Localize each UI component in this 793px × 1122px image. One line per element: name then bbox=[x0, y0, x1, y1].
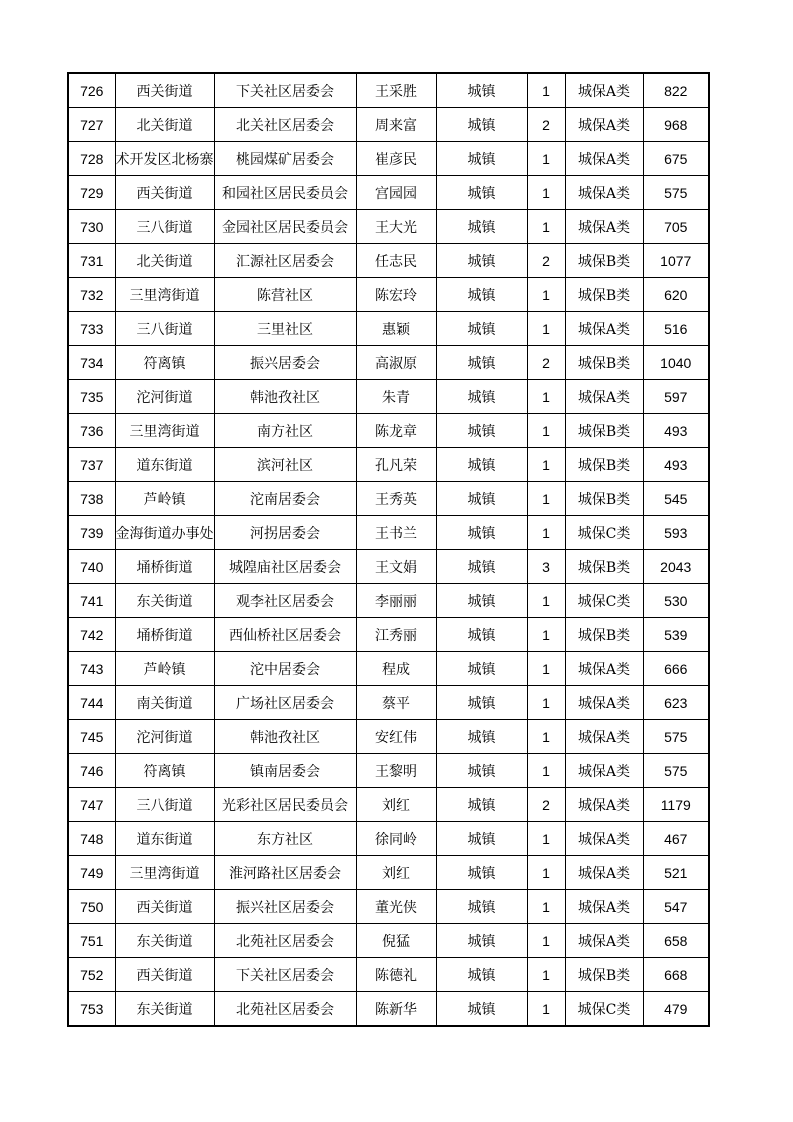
street-cell: 东关街道 bbox=[115, 584, 214, 618]
serial-number-cell: 738 bbox=[68, 482, 115, 516]
persons-cell: 1 bbox=[527, 142, 565, 176]
persons-cell: 1 bbox=[527, 380, 565, 414]
community-cell: 光彩社区居民委员会 bbox=[214, 788, 356, 822]
table-row bbox=[68, 924, 709, 958]
community-cell: 桃园煤矿居委会 bbox=[214, 142, 356, 176]
street-cell: 东关街道 bbox=[115, 992, 214, 1027]
serial-number-cell: 739 bbox=[68, 516, 115, 550]
table-row bbox=[68, 652, 709, 686]
category-cell: 城保A类 bbox=[565, 924, 643, 958]
persons-cell: 1 bbox=[527, 822, 565, 856]
household-type-cell: 城镇 bbox=[436, 346, 527, 380]
table-row bbox=[68, 312, 709, 346]
amount-cell: 675 bbox=[643, 142, 709, 176]
category-cell: 城保A类 bbox=[565, 380, 643, 414]
name-cell: 王书兰 bbox=[356, 516, 436, 550]
household-type-cell: 城镇 bbox=[436, 958, 527, 992]
name-cell: 王黎明 bbox=[356, 754, 436, 788]
category-cell: 城保A类 bbox=[565, 686, 643, 720]
relief-table bbox=[67, 72, 710, 1027]
persons-cell: 1 bbox=[527, 278, 565, 312]
serial-number-cell: 727 bbox=[68, 108, 115, 142]
community-cell: 沱南居委会 bbox=[214, 482, 356, 516]
table-row bbox=[68, 448, 709, 482]
amount-cell: 822 bbox=[643, 73, 709, 108]
community-cell: 韩池孜社区 bbox=[214, 720, 356, 754]
category-cell: 城保A类 bbox=[565, 73, 643, 108]
category-cell: 城保B类 bbox=[565, 244, 643, 278]
community-cell: 西仙桥社区居委会 bbox=[214, 618, 356, 652]
table-row bbox=[68, 890, 709, 924]
community-cell: 河拐居委会 bbox=[214, 516, 356, 550]
household-type-cell: 城镇 bbox=[436, 278, 527, 312]
serial-number-cell: 747 bbox=[68, 788, 115, 822]
name-cell: 惠颖 bbox=[356, 312, 436, 346]
serial-number-cell: 746 bbox=[68, 754, 115, 788]
name-cell: 王文娟 bbox=[356, 550, 436, 584]
community-cell: 汇源社区居委会 bbox=[214, 244, 356, 278]
name-cell: 宫园园 bbox=[356, 176, 436, 210]
community-cell: 和园社区居民委员会 bbox=[214, 176, 356, 210]
name-cell: 董光侠 bbox=[356, 890, 436, 924]
household-type-cell: 城镇 bbox=[436, 856, 527, 890]
street-cell: 西关街道 bbox=[115, 73, 214, 108]
table-row bbox=[68, 176, 709, 210]
category-cell: 城保A类 bbox=[565, 108, 643, 142]
name-cell: 安红伟 bbox=[356, 720, 436, 754]
name-cell: 崔彦民 bbox=[356, 142, 436, 176]
serial-number-cell: 728 bbox=[68, 142, 115, 176]
table-row bbox=[68, 550, 709, 584]
household-type-cell: 城镇 bbox=[436, 108, 527, 142]
category-cell: 城保C类 bbox=[565, 992, 643, 1027]
amount-cell: 575 bbox=[643, 176, 709, 210]
street-cell: 北关街道 bbox=[115, 108, 214, 142]
community-cell: 三里社区 bbox=[214, 312, 356, 346]
category-cell: 城保A类 bbox=[565, 720, 643, 754]
table-row bbox=[68, 346, 709, 380]
name-cell: 陈德礼 bbox=[356, 958, 436, 992]
category-cell: 城保A类 bbox=[565, 312, 643, 346]
household-type-cell: 城镇 bbox=[436, 652, 527, 686]
serial-number-cell: 751 bbox=[68, 924, 115, 958]
persons-cell: 1 bbox=[527, 584, 565, 618]
household-type-cell: 城镇 bbox=[436, 73, 527, 108]
amount-cell: 2043 bbox=[643, 550, 709, 584]
table-row bbox=[68, 788, 709, 822]
table-row bbox=[68, 210, 709, 244]
category-cell: 城保A类 bbox=[565, 142, 643, 176]
table-row bbox=[68, 108, 709, 142]
household-type-cell: 城镇 bbox=[436, 176, 527, 210]
household-type-cell: 城镇 bbox=[436, 822, 527, 856]
table-row bbox=[68, 856, 709, 890]
name-cell: 王采胜 bbox=[356, 73, 436, 108]
amount-cell: 539 bbox=[643, 618, 709, 652]
household-type-cell: 城镇 bbox=[436, 788, 527, 822]
name-cell: 刘红 bbox=[356, 856, 436, 890]
table-row bbox=[68, 244, 709, 278]
persons-cell: 1 bbox=[527, 312, 565, 346]
household-type-cell: 城镇 bbox=[436, 686, 527, 720]
household-type-cell: 城镇 bbox=[436, 414, 527, 448]
street-cell: 西关街道 bbox=[115, 176, 214, 210]
category-cell: 城保B类 bbox=[565, 448, 643, 482]
table-row bbox=[68, 958, 709, 992]
name-cell: 陈宏玲 bbox=[356, 278, 436, 312]
household-type-cell: 城镇 bbox=[436, 244, 527, 278]
serial-number-cell: 742 bbox=[68, 618, 115, 652]
serial-number-cell: 733 bbox=[68, 312, 115, 346]
persons-cell: 1 bbox=[527, 890, 565, 924]
serial-number-cell: 745 bbox=[68, 720, 115, 754]
name-cell: 程成 bbox=[356, 652, 436, 686]
persons-cell: 1 bbox=[527, 924, 565, 958]
street-cell: 三八街道 bbox=[115, 312, 214, 346]
name-cell: 刘红 bbox=[356, 788, 436, 822]
amount-cell: 575 bbox=[643, 754, 709, 788]
street-cell: 南关街道 bbox=[115, 686, 214, 720]
street-cell: 三里湾街道 bbox=[115, 278, 214, 312]
amount-cell: 658 bbox=[643, 924, 709, 958]
category-cell: 城保A类 bbox=[565, 788, 643, 822]
serial-number-cell: 743 bbox=[68, 652, 115, 686]
persons-cell: 1 bbox=[527, 73, 565, 108]
category-cell: 城保C类 bbox=[565, 584, 643, 618]
serial-number-cell: 741 bbox=[68, 584, 115, 618]
persons-cell: 2 bbox=[527, 108, 565, 142]
amount-cell: 493 bbox=[643, 448, 709, 482]
table-row bbox=[68, 584, 709, 618]
street-cell: 道东街道 bbox=[115, 448, 214, 482]
community-cell: 振兴社区居委会 bbox=[214, 890, 356, 924]
street-cell: 符离镇 bbox=[115, 346, 214, 380]
serial-number-cell: 753 bbox=[68, 992, 115, 1027]
persons-cell: 1 bbox=[527, 414, 565, 448]
name-cell: 徐同岭 bbox=[356, 822, 436, 856]
street-cell: 埇桥街道 bbox=[115, 618, 214, 652]
community-cell: 滨河社区 bbox=[214, 448, 356, 482]
category-cell: 城保A类 bbox=[565, 754, 643, 788]
persons-cell: 2 bbox=[527, 788, 565, 822]
table-row bbox=[68, 686, 709, 720]
household-type-cell: 城镇 bbox=[436, 550, 527, 584]
persons-cell: 1 bbox=[527, 720, 565, 754]
persons-cell: 1 bbox=[527, 448, 565, 482]
category-cell: 城保B类 bbox=[565, 618, 643, 652]
persons-cell: 1 bbox=[527, 652, 565, 686]
name-cell: 高淑原 bbox=[356, 346, 436, 380]
persons-cell: 2 bbox=[527, 346, 565, 380]
serial-number-cell: 735 bbox=[68, 380, 115, 414]
category-cell: 城保A类 bbox=[565, 822, 643, 856]
street-cell: 芦岭镇 bbox=[115, 482, 214, 516]
table-row bbox=[68, 482, 709, 516]
amount-cell: 516 bbox=[643, 312, 709, 346]
table-row bbox=[68, 142, 709, 176]
street-cell: 沱河街道 bbox=[115, 720, 214, 754]
household-type-cell: 城镇 bbox=[436, 210, 527, 244]
street-cell: 道东街道 bbox=[115, 822, 214, 856]
persons-cell: 1 bbox=[527, 958, 565, 992]
persons-cell: 1 bbox=[527, 754, 565, 788]
serial-number-cell: 729 bbox=[68, 176, 115, 210]
household-type-cell: 城镇 bbox=[436, 584, 527, 618]
persons-cell: 2 bbox=[527, 244, 565, 278]
persons-cell: 1 bbox=[527, 856, 565, 890]
community-cell: 镇南居委会 bbox=[214, 754, 356, 788]
amount-cell: 666 bbox=[643, 652, 709, 686]
table-row bbox=[68, 380, 709, 414]
category-cell: 城保B类 bbox=[565, 958, 643, 992]
household-type-cell: 城镇 bbox=[436, 482, 527, 516]
community-cell: 北苑社区居委会 bbox=[214, 992, 356, 1027]
persons-cell: 1 bbox=[527, 210, 565, 244]
community-cell: 韩池孜社区 bbox=[214, 380, 356, 414]
amount-cell: 1077 bbox=[643, 244, 709, 278]
street-cell: 西关街道 bbox=[115, 890, 214, 924]
household-type-cell: 城镇 bbox=[436, 890, 527, 924]
category-cell: 城保B类 bbox=[565, 550, 643, 584]
category-cell: 城保B类 bbox=[565, 482, 643, 516]
name-cell: 倪猛 bbox=[356, 924, 436, 958]
table-row bbox=[68, 754, 709, 788]
serial-number-cell: 740 bbox=[68, 550, 115, 584]
serial-number-cell: 744 bbox=[68, 686, 115, 720]
persons-cell: 1 bbox=[527, 992, 565, 1027]
persons-cell: 3 bbox=[527, 550, 565, 584]
street-cell: 东关街道 bbox=[115, 924, 214, 958]
street-cell: 西关街道 bbox=[115, 958, 214, 992]
persons-cell: 1 bbox=[527, 686, 565, 720]
name-cell: 王秀英 bbox=[356, 482, 436, 516]
street-cell: 三八街道 bbox=[115, 210, 214, 244]
community-cell: 陈营社区 bbox=[214, 278, 356, 312]
category-cell: 城保B类 bbox=[565, 414, 643, 448]
street-cell: 金海街道办事处 bbox=[115, 516, 214, 550]
household-type-cell: 城镇 bbox=[436, 380, 527, 414]
name-cell: 李丽丽 bbox=[356, 584, 436, 618]
persons-cell: 1 bbox=[527, 176, 565, 210]
table-row bbox=[68, 73, 709, 108]
street-cell: 术开发区北杨寨 bbox=[115, 142, 214, 176]
amount-cell: 545 bbox=[643, 482, 709, 516]
amount-cell: 467 bbox=[643, 822, 709, 856]
community-cell: 北苑社区居委会 bbox=[214, 924, 356, 958]
household-type-cell: 城镇 bbox=[436, 754, 527, 788]
table-row bbox=[68, 822, 709, 856]
table-row bbox=[68, 720, 709, 754]
serial-number-cell: 749 bbox=[68, 856, 115, 890]
street-cell: 北关街道 bbox=[115, 244, 214, 278]
table-row bbox=[68, 414, 709, 448]
name-cell: 陈新华 bbox=[356, 992, 436, 1027]
serial-number-cell: 726 bbox=[68, 73, 115, 108]
street-cell: 三八街道 bbox=[115, 788, 214, 822]
serial-number-cell: 734 bbox=[68, 346, 115, 380]
amount-cell: 547 bbox=[643, 890, 709, 924]
table-body bbox=[68, 73, 709, 1026]
serial-number-cell: 730 bbox=[68, 210, 115, 244]
amount-cell: 493 bbox=[643, 414, 709, 448]
persons-cell: 1 bbox=[527, 516, 565, 550]
community-cell: 沱中居委会 bbox=[214, 652, 356, 686]
household-type-cell: 城镇 bbox=[436, 992, 527, 1027]
amount-cell: 593 bbox=[643, 516, 709, 550]
name-cell: 孔凡荣 bbox=[356, 448, 436, 482]
household-type-cell: 城镇 bbox=[436, 312, 527, 346]
serial-number-cell: 731 bbox=[68, 244, 115, 278]
name-cell: 任志民 bbox=[356, 244, 436, 278]
amount-cell: 530 bbox=[643, 584, 709, 618]
category-cell: 城保A类 bbox=[565, 856, 643, 890]
amount-cell: 623 bbox=[643, 686, 709, 720]
category-cell: 城保C类 bbox=[565, 516, 643, 550]
community-cell: 广场社区居委会 bbox=[214, 686, 356, 720]
name-cell: 朱青 bbox=[356, 380, 436, 414]
category-cell: 城保A类 bbox=[565, 890, 643, 924]
category-cell: 城保A类 bbox=[565, 176, 643, 210]
name-cell: 蔡平 bbox=[356, 686, 436, 720]
category-cell: 城保B类 bbox=[565, 278, 643, 312]
serial-number-cell: 752 bbox=[68, 958, 115, 992]
community-cell: 下关社区居委会 bbox=[214, 73, 356, 108]
street-cell: 芦岭镇 bbox=[115, 652, 214, 686]
household-type-cell: 城镇 bbox=[436, 448, 527, 482]
amount-cell: 597 bbox=[643, 380, 709, 414]
community-cell: 城隍庙社区居委会 bbox=[214, 550, 356, 584]
amount-cell: 521 bbox=[643, 856, 709, 890]
name-cell: 王大光 bbox=[356, 210, 436, 244]
amount-cell: 968 bbox=[643, 108, 709, 142]
amount-cell: 479 bbox=[643, 992, 709, 1027]
street-cell: 埇桥街道 bbox=[115, 550, 214, 584]
community-cell: 南方社区 bbox=[214, 414, 356, 448]
table-row bbox=[68, 278, 709, 312]
community-cell: 东方社区 bbox=[214, 822, 356, 856]
household-type-cell: 城镇 bbox=[436, 720, 527, 754]
serial-number-cell: 736 bbox=[68, 414, 115, 448]
name-cell: 周来富 bbox=[356, 108, 436, 142]
community-cell: 北关社区居委会 bbox=[214, 108, 356, 142]
name-cell: 陈龙章 bbox=[356, 414, 436, 448]
household-type-cell: 城镇 bbox=[436, 142, 527, 176]
table-row bbox=[68, 618, 709, 652]
community-cell: 金园社区居民委员会 bbox=[214, 210, 356, 244]
category-cell: 城保B类 bbox=[565, 346, 643, 380]
serial-number-cell: 750 bbox=[68, 890, 115, 924]
community-cell: 淮河路社区居委会 bbox=[214, 856, 356, 890]
community-cell: 下关社区居委会 bbox=[214, 958, 356, 992]
street-cell: 符离镇 bbox=[115, 754, 214, 788]
street-cell: 三里湾街道 bbox=[115, 856, 214, 890]
serial-number-cell: 748 bbox=[68, 822, 115, 856]
amount-cell: 1179 bbox=[643, 788, 709, 822]
household-type-cell: 城镇 bbox=[436, 618, 527, 652]
category-cell: 城保A类 bbox=[565, 210, 643, 244]
name-cell: 江秀丽 bbox=[356, 618, 436, 652]
amount-cell: 668 bbox=[643, 958, 709, 992]
community-cell: 振兴居委会 bbox=[214, 346, 356, 380]
table-row bbox=[68, 992, 709, 1027]
amount-cell: 575 bbox=[643, 720, 709, 754]
table-row bbox=[68, 516, 709, 550]
amount-cell: 1040 bbox=[643, 346, 709, 380]
persons-cell: 1 bbox=[527, 482, 565, 516]
category-cell: 城保A类 bbox=[565, 652, 643, 686]
household-type-cell: 城镇 bbox=[436, 516, 527, 550]
street-cell: 沱河街道 bbox=[115, 380, 214, 414]
household-type-cell: 城镇 bbox=[436, 924, 527, 958]
persons-cell: 1 bbox=[527, 618, 565, 652]
street-cell: 三里湾街道 bbox=[115, 414, 214, 448]
serial-number-cell: 732 bbox=[68, 278, 115, 312]
amount-cell: 620 bbox=[643, 278, 709, 312]
community-cell: 观李社区居委会 bbox=[214, 584, 356, 618]
serial-number-cell: 737 bbox=[68, 448, 115, 482]
amount-cell: 705 bbox=[643, 210, 709, 244]
